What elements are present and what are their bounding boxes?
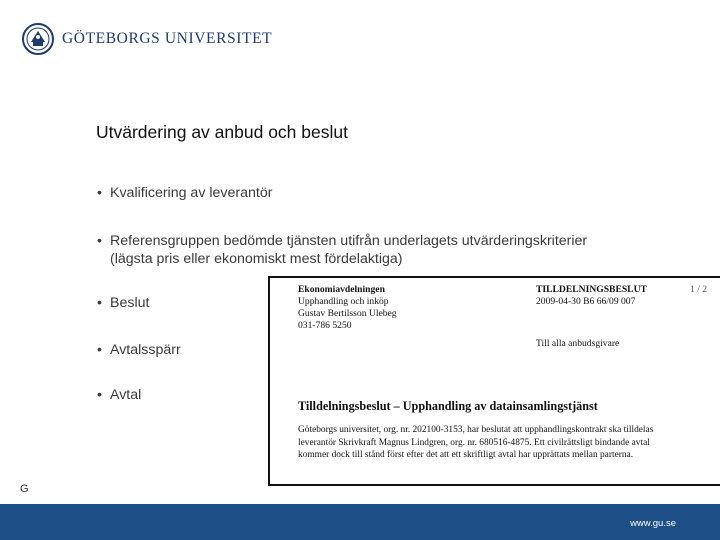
doc-department: Ekonomiavdelningen <box>298 284 385 295</box>
footer-url[interactable]: www.gu.se <box>630 518 676 529</box>
bullet-dot: • <box>97 295 102 311</box>
bullet-dot: • <box>97 342 102 358</box>
doc-heading: Tilldelningsbeslut – Upphandling av datainsamlingstjänst <box>298 399 598 413</box>
doc-person: Gustav Bertilsson Ulebeg <box>298 308 397 319</box>
bullet-dot: • <box>97 233 102 249</box>
doc-type: TILLDELNINGSBESLUT <box>536 284 647 295</box>
doc-phone: 031-786 5250 <box>298 320 352 331</box>
bullet-text: Referensgruppen bedömde tjänsten utifrån underlagets utvärderingskriterier (lägsta pris eller ekonomiskt mest fördelaktiga) <box>110 233 588 267</box>
decision-document-image <box>268 276 720 486</box>
bullet-item <box>96 232 610 268</box>
university-name: GÖTEBORGS UNIVERSITET <box>62 30 273 47</box>
doc-date-reference: 2009-04-30 B6 66/09 007 <box>536 296 636 307</box>
doc-unit: Upphandling och inköp <box>298 296 389 307</box>
bullet-text: Kvalificering av leverantör <box>110 185 273 201</box>
bullet-dot: • <box>97 387 102 403</box>
bullet-item <box>96 184 630 202</box>
bullet-text: Beslut <box>110 295 150 311</box>
slide-title: Utvärdering av anbud och beslut <box>96 122 348 142</box>
bullet-text: Avtalsspärr <box>110 342 181 358</box>
doc-page-number: 1 / 2 <box>690 284 708 295</box>
university-seal-icon <box>22 22 54 56</box>
bullet-dot: • <box>97 185 102 201</box>
footer-bar <box>0 504 720 540</box>
bullet-text: Avtal <box>110 387 142 403</box>
doc-body: Göteborgs universitet, org. nr. 202100-3153, har beslutat att upphandlingskontrakt ska tilldelas leverantör Skrivkraft Magnus Lindgren, org. nr. 680516-4875. Ett civilrättsligt bindande avtal kommer dock till stånd först efter det att ett skriftligt avtal har upprättats mellan parterna. <box>298 425 654 461</box>
footer-letter: G <box>20 483 29 495</box>
university-logo <box>22 22 272 56</box>
doc-recipient: Till alla anbudsgivare <box>536 338 620 349</box>
